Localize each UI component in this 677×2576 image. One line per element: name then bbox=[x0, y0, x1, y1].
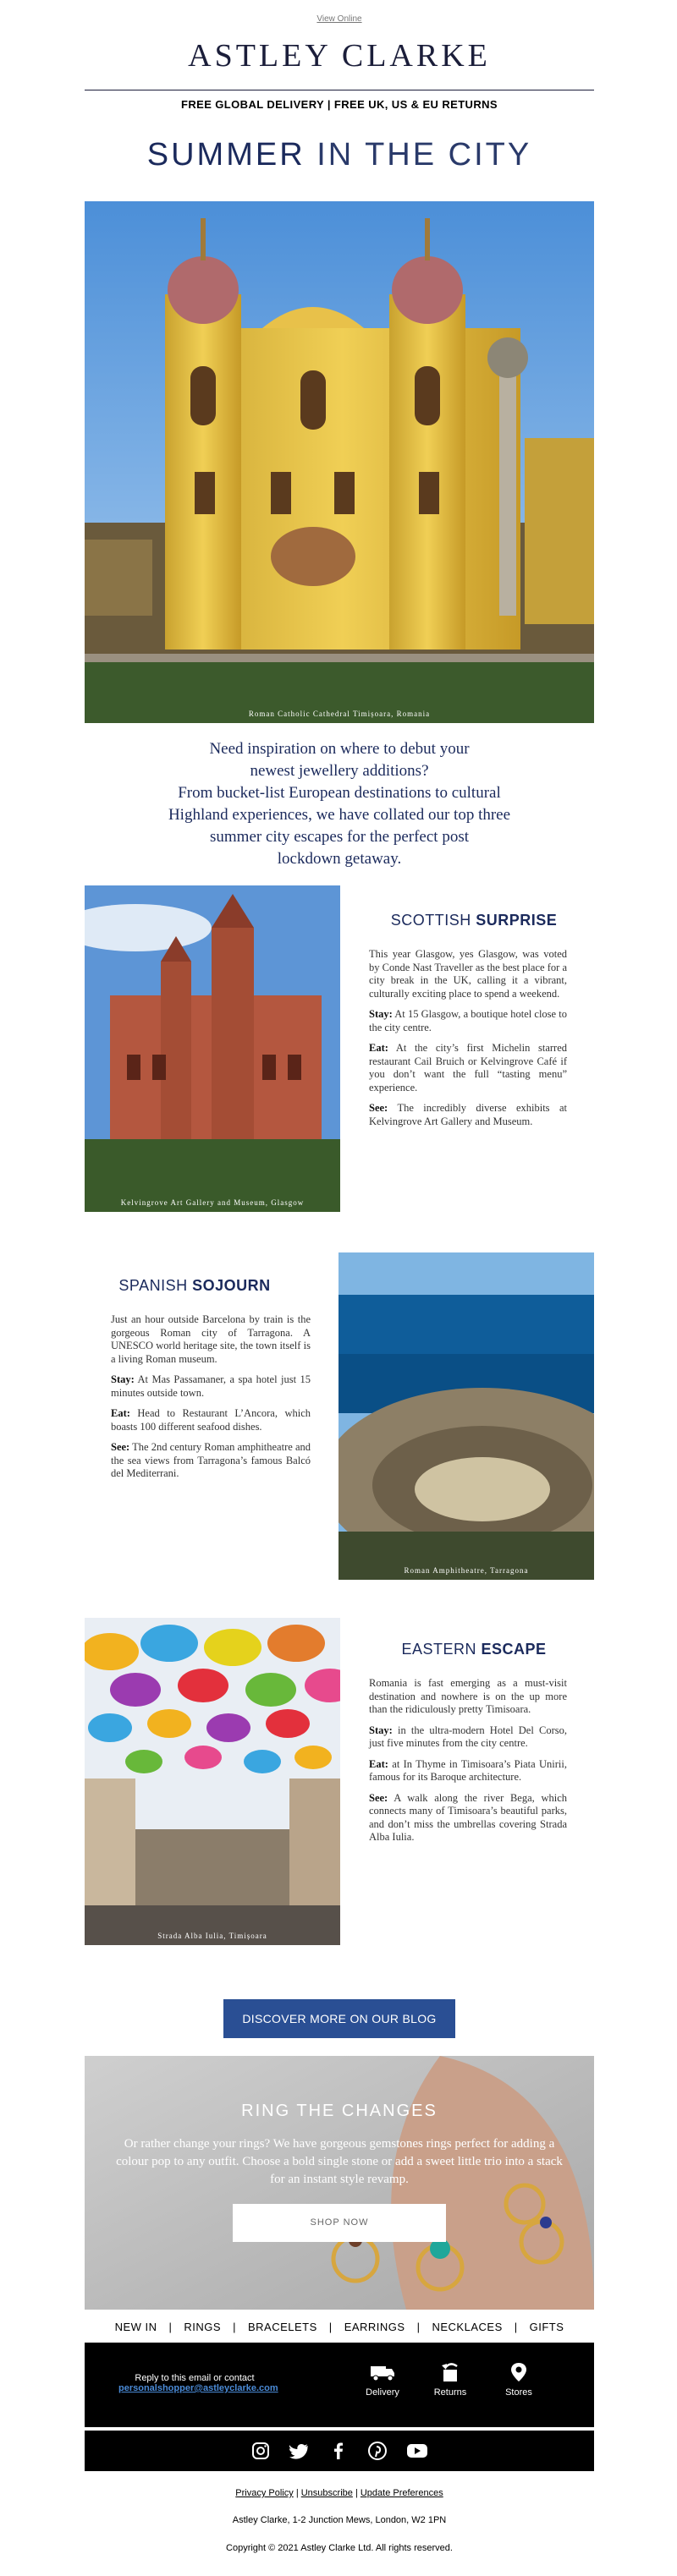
title-bold: SURPRISE bbox=[476, 912, 558, 929]
see-label: See: bbox=[369, 1102, 388, 1114]
legal-separator: | bbox=[355, 2488, 358, 2498]
contact-bar bbox=[85, 2343, 594, 2427]
stores-link[interactable] bbox=[493, 2361, 544, 2398]
rings-banner[interactable] bbox=[85, 2056, 594, 2310]
footer-nav bbox=[85, 2321, 594, 2333]
see-label: See: bbox=[111, 1441, 130, 1453]
instagram-icon[interactable] bbox=[250, 2441, 271, 2461]
eat-paragraph bbox=[369, 1758, 567, 1784]
facebook-icon[interactable] bbox=[328, 2441, 349, 2461]
tarragona-image[interactable] bbox=[338, 1252, 594, 1580]
stay-paragraph bbox=[369, 1008, 567, 1034]
returns-icon bbox=[437, 2361, 464, 2383]
intro-text bbox=[85, 738, 594, 870]
pinterest-icon[interactable] bbox=[367, 2441, 388, 2461]
page-title bbox=[85, 137, 594, 173]
eat-label: Eat: bbox=[111, 1407, 130, 1419]
section-title-spanish bbox=[93, 1277, 296, 1295]
shop-now-button[interactable]: SHOP NOW bbox=[233, 2204, 446, 2242]
nav-earrings[interactable]: EARRINGS bbox=[344, 2321, 405, 2333]
eat-paragraph bbox=[369, 1042, 567, 1094]
youtube-icon[interactable] bbox=[406, 2441, 428, 2461]
delivery-link[interactable] bbox=[357, 2361, 408, 2398]
nav-gifts[interactable]: GIFTS bbox=[529, 2321, 564, 2333]
hero-caption: Roman Catholic Cathedral Timișoara, Romania bbox=[248, 710, 431, 718]
nav-separator: | bbox=[514, 2321, 518, 2333]
nav-separator: | bbox=[328, 2321, 333, 2333]
glasgow-image[interactable] bbox=[85, 885, 340, 1212]
intro-line: newest jewellery additions? bbox=[250, 762, 429, 780]
see-paragraph bbox=[369, 1102, 567, 1128]
truck-icon bbox=[369, 2361, 396, 2383]
timisoara-caption: Strada Alba Iulia, Timișoara bbox=[157, 1932, 267, 1940]
legal-links bbox=[85, 2488, 594, 2498]
eat-label: Eat: bbox=[369, 1757, 388, 1770]
gallery-illustration bbox=[85, 885, 340, 1212]
cathedral-illustration bbox=[85, 201, 594, 723]
nav-separator: | bbox=[416, 2321, 421, 2333]
stores-label: Stores bbox=[505, 2387, 532, 2398]
copyright: Copyright © 2021 Astley Clarke Ltd. All rights reserved. bbox=[226, 2543, 453, 2553]
section-body-eastern bbox=[369, 1677, 567, 1852]
reply-text: Reply to this email or contact bbox=[135, 2373, 255, 2383]
section-title-scottish bbox=[372, 912, 575, 929]
brand-logo[interactable] bbox=[85, 37, 594, 74]
umbrellas-illustration bbox=[85, 1618, 340, 1945]
nav-separator: | bbox=[233, 2321, 236, 2333]
stay-paragraph bbox=[369, 1724, 567, 1751]
section-body-scottish bbox=[369, 948, 567, 1136]
eat-paragraph bbox=[111, 1407, 311, 1433]
hero-image[interactable] bbox=[85, 201, 594, 723]
view-online-link[interactable]: View Online bbox=[316, 14, 362, 24]
stay-text: in the ultra-modern Hotel Del Corso, just five minutes from the city centre. bbox=[369, 1724, 568, 1749]
rings-banner-body: Or rather change your rings? We have gorgeous gemstones rings perfect for adding a colour pop to any outfit. Choose a bold single stone or add a sweet little trio into a stack for an instant style revamp. bbox=[116, 2137, 563, 2186]
update-preferences-link[interactable]: Update Preferences bbox=[360, 2488, 443, 2498]
see-text: A walk along the river Bega, which connects many of Timisoara’s beautiful parks, and don’t miss the umbrellas covering Strada Alba Iulia. bbox=[369, 1791, 568, 1843]
intro-line: Highland experiences, we have collated our top three bbox=[168, 806, 511, 824]
delivery-strip[interactable] bbox=[85, 97, 594, 112]
see-text: The 2nd century Roman amphitheatre and the sea views from Tarragona’s famous Balcó del Mediterrani. bbox=[111, 1441, 311, 1479]
delivery-label: Delivery bbox=[366, 2387, 399, 2398]
intro-line: From bucket-list European destinations to cultural bbox=[178, 784, 501, 802]
nav-necklaces[interactable]: NECKLACES bbox=[432, 2321, 503, 2333]
returns-link[interactable] bbox=[425, 2361, 476, 2398]
see-text: The incredibly diverse exhibits at Kelvingrove Art Gallery and Museum. bbox=[369, 1102, 567, 1127]
section-intro: Just an hour outside Barcelona by train is the gorgeous Roman city of Tarragona. A UNESCO world heritage site, the town itself is a living Roman museum. bbox=[111, 1313, 311, 1365]
tarragona-caption: Roman Amphitheatre, Tarragona bbox=[404, 1566, 529, 1575]
eat-text: at In Thyme in Timisoara’s Piata Unirii, famous for its Baroque architecture. bbox=[369, 1757, 567, 1783]
title-bold: ESCAPE bbox=[481, 1641, 547, 1658]
glasgow-caption: Kelvingrove Art Gallery and Museum, Glasgow bbox=[120, 1198, 305, 1207]
see-paragraph bbox=[369, 1792, 567, 1844]
preheader bbox=[85, 10, 594, 25]
privacy-policy-link[interactable]: Privacy Policy bbox=[235, 2488, 294, 2498]
contact-block bbox=[118, 2373, 278, 2393]
intro-line: lockdown getaway. bbox=[277, 850, 402, 868]
section-body-spanish bbox=[111, 1313, 311, 1488]
stay-label: Stay: bbox=[369, 1724, 393, 1736]
stay-text: At 15 Glasgow, a boutique hotel close to the city centre. bbox=[369, 1008, 567, 1033]
brand-name: ASTLEY CLARKE bbox=[188, 38, 491, 74]
twitter-icon[interactable] bbox=[289, 2441, 310, 2461]
eat-text: Head to Restaurant L’Ancora, which boasts 100 different seafood dishes. bbox=[111, 1407, 311, 1433]
legal-separator: | bbox=[295, 2488, 299, 2498]
title-bold: SOJOURN bbox=[192, 1277, 271, 1294]
see-paragraph bbox=[111, 1441, 311, 1481]
title-bold: SUMMER bbox=[146, 137, 305, 173]
title-light: SPANISH bbox=[118, 1277, 188, 1294]
unsubscribe-link[interactable]: Unsubscribe bbox=[300, 2488, 353, 2498]
stay-text: At Mas Passamaner, a spa hotel just 15 minutes outside town. bbox=[111, 1373, 311, 1399]
nav-new-in[interactable]: NEW IN bbox=[114, 2321, 157, 2333]
company-address: Astley Clarke, 1-2 Junction Mews, London, W2 1PN bbox=[232, 2515, 447, 2525]
amphitheatre-illustration bbox=[338, 1252, 594, 1580]
location-pin-icon bbox=[505, 2361, 532, 2383]
timisoara-image[interactable] bbox=[85, 1618, 340, 1945]
title-light: EASTERN bbox=[401, 1641, 476, 1658]
title-light: SCOTTISH bbox=[390, 912, 471, 929]
see-label: See: bbox=[369, 1791, 388, 1804]
social-bar bbox=[85, 2431, 594, 2471]
section-intro: Romania is fast emerging as a must-visit destination and nowhere is on the up more than the ridiculously pretty Timisoara. bbox=[369, 1677, 567, 1715]
stay-label: Stay: bbox=[111, 1373, 135, 1385]
email-link[interactable]: personalshopper@astleyclarke.com bbox=[118, 2383, 278, 2393]
nav-separator: | bbox=[168, 2321, 173, 2333]
rings-banner-title: RING THE CHANGES bbox=[241, 2102, 438, 2120]
section-title-eastern bbox=[372, 1641, 575, 1658]
eat-text: At the city’s first Michelin starred restaurant Cail Bruich or Kelvingrove Café if you don’t want the full “tasting menu” experience. bbox=[369, 1042, 567, 1093]
social-icons bbox=[85, 2441, 594, 2461]
eat-label: Eat: bbox=[369, 1042, 388, 1054]
discover-blog-button[interactable]: DISCOVER MORE ON OUR BLOG bbox=[223, 1999, 455, 2038]
nav-bracelets[interactable]: BRACELETS bbox=[247, 2321, 317, 2333]
returns-label: Returns bbox=[433, 2387, 467, 2398]
intro-line: Need inspiration on where to debut your bbox=[209, 740, 470, 758]
title-light: IN THE CITY bbox=[316, 137, 532, 173]
section-intro: This year Glasgow, yes Glasgow, was voted by Conde Nast Traveller as the best place for a city break in the UK, calling it a vibrant, culturally exciting place to spend a weekend. bbox=[369, 948, 567, 1000]
intro-line: summer city escapes for the perfect post bbox=[210, 828, 469, 846]
nav-rings[interactable]: RINGS bbox=[184, 2321, 222, 2333]
stay-label: Stay: bbox=[369, 1008, 393, 1020]
stay-paragraph bbox=[111, 1373, 311, 1400]
delivery-strip-text: FREE GLOBAL DELIVERY | FREE UK, US & EU RETURNS bbox=[181, 98, 498, 111]
